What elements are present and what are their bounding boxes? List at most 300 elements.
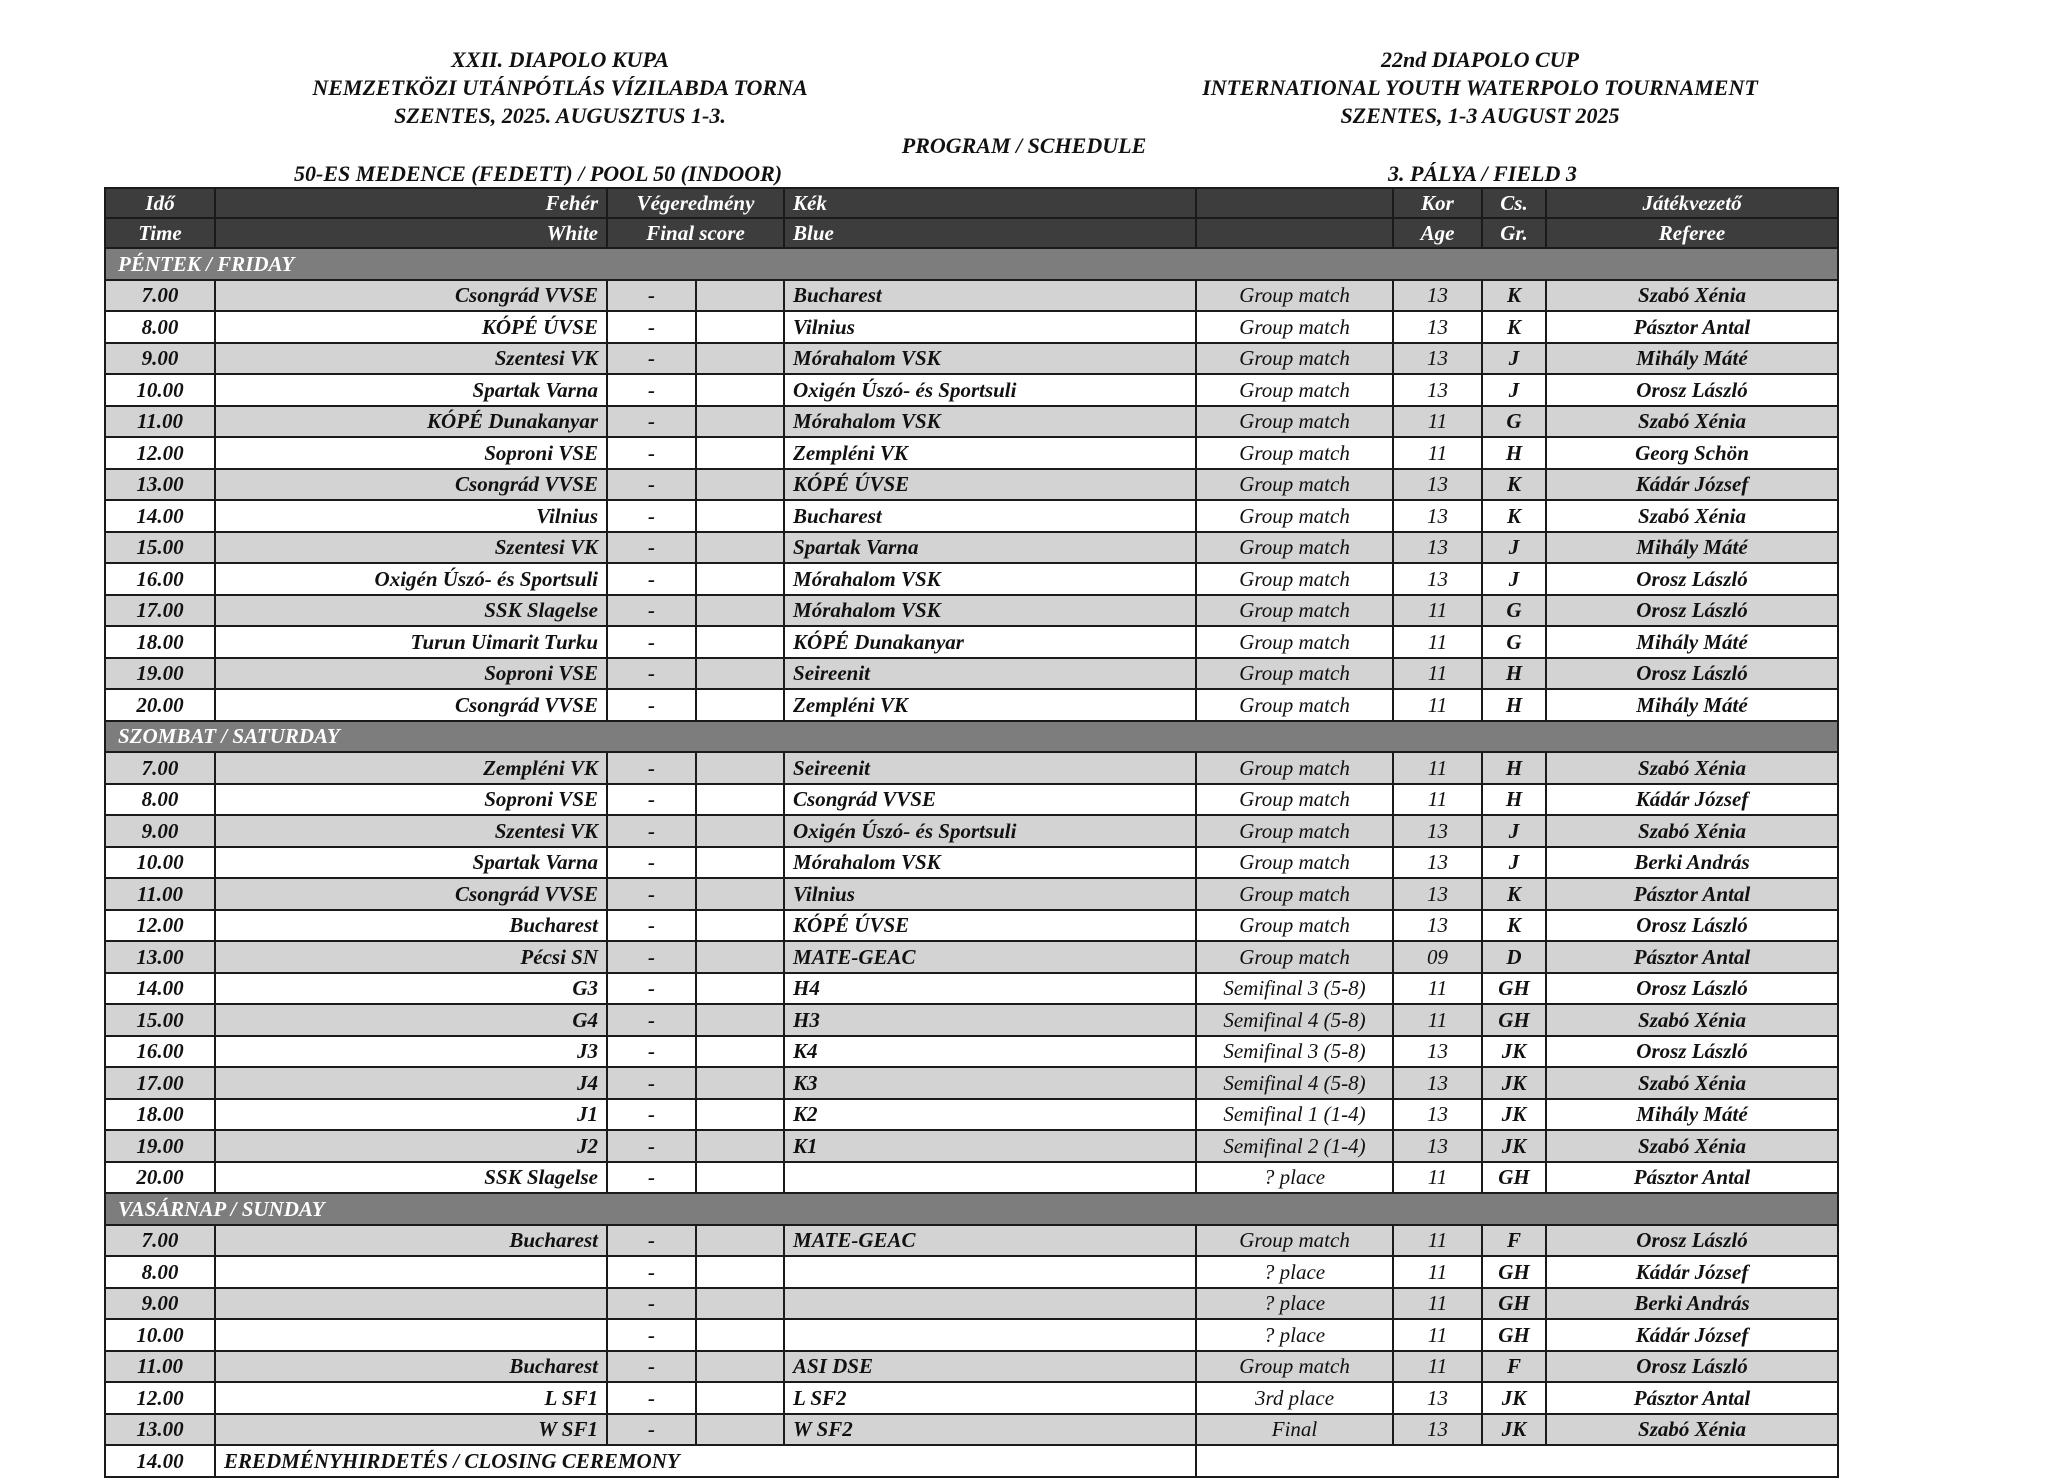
match-row: [105, 941, 1838, 973]
age-group: 13: [1393, 563, 1482, 595]
match-time: 9.00: [105, 343, 215, 375]
header-row-en: [105, 218, 1838, 248]
score-blank: [696, 1099, 784, 1131]
col-age-hu: Kor: [1393, 188, 1482, 218]
score-blank: [696, 1288, 784, 1320]
referee-name: Orosz László: [1546, 374, 1838, 406]
referee-name: Szabó Xénia: [1546, 406, 1838, 438]
group-code: JK: [1482, 1067, 1546, 1099]
match-time: 19.00: [105, 658, 215, 690]
score-blank: [696, 973, 784, 1005]
age-group: 09: [1393, 941, 1482, 973]
match-type: Group match: [1196, 437, 1393, 469]
score-blank: [696, 1351, 784, 1383]
group-code: F: [1482, 1351, 1546, 1383]
referee-name: Szabó Xénia: [1546, 280, 1838, 312]
score-blank: [696, 1162, 784, 1194]
white-team: Bucharest: [215, 1351, 607, 1383]
col-white-en: White: [215, 218, 607, 248]
blue-team: KÓPÉ ÚVSE: [784, 469, 1196, 501]
score-blank: [696, 689, 784, 721]
age-group: 11: [1393, 406, 1482, 438]
match-time: 8.00: [105, 311, 215, 343]
score-blank: [696, 941, 784, 973]
score-blank: [696, 500, 784, 532]
match-time: 12.00: [105, 437, 215, 469]
white-team: SSK Slagelse: [215, 595, 607, 627]
age-group: 11: [1393, 1004, 1482, 1036]
pool-label: 50-ES MEDENCE (FEDETT) / POOL 50 (INDOOR): [294, 161, 783, 186]
match-row: [105, 374, 1838, 406]
score-blank: [696, 1130, 784, 1162]
match-row: [105, 1162, 1838, 1194]
age-group: 11: [1393, 595, 1482, 627]
score-blank: [696, 815, 784, 847]
score-separator: -: [607, 941, 696, 973]
score-separator: -: [607, 658, 696, 690]
score-blank: [696, 910, 784, 942]
match-time: 19.00: [105, 1130, 215, 1162]
match-time: 16.00: [105, 563, 215, 595]
score-blank: [696, 311, 784, 343]
col-referee-en: Referee: [1546, 218, 1838, 248]
match-row: [105, 595, 1838, 627]
blue-team: Seireenit: [784, 658, 1196, 690]
group-code: JK: [1482, 1099, 1546, 1131]
referee-name: Szabó Xénia: [1546, 1004, 1838, 1036]
match-row: [105, 658, 1838, 690]
blue-team: Mórahalom VSK: [784, 563, 1196, 595]
match-row: [105, 532, 1838, 564]
match-type: Group match: [1196, 847, 1393, 879]
age-group: 13: [1393, 500, 1482, 532]
age-group: 13: [1393, 1067, 1482, 1099]
score-blank: [696, 1036, 784, 1068]
referee-name: Szabó Xénia: [1546, 1130, 1838, 1162]
match-row: [105, 343, 1838, 375]
match-row: [105, 1382, 1838, 1414]
match-type: Group match: [1196, 469, 1393, 501]
referee-name: Orosz László: [1546, 910, 1838, 942]
age-group: 13: [1393, 469, 1482, 501]
score-separator: -: [607, 973, 696, 1005]
match-type: Group match: [1196, 1351, 1393, 1383]
match-type: ? place: [1196, 1288, 1393, 1320]
match-time: 7.00: [105, 752, 215, 784]
score-separator: -: [607, 1351, 696, 1383]
white-team: Soproni VSE: [215, 784, 607, 816]
match-row: [105, 406, 1838, 438]
score-separator: -: [607, 1382, 696, 1414]
score-separator: -: [607, 784, 696, 816]
match-type: Group match: [1196, 1225, 1393, 1257]
match-time: 17.00: [105, 595, 215, 627]
age-group: 11: [1393, 752, 1482, 784]
score-separator: -: [607, 626, 696, 658]
blue-team: Oxigén Úszó- és Sportsuli: [784, 374, 1196, 406]
white-team: Szentesi VK: [215, 343, 607, 375]
group-code: F: [1482, 1225, 1546, 1257]
referee-name: Pásztor Antal: [1546, 311, 1838, 343]
score-separator: -: [607, 752, 696, 784]
referee-name: Georg Schön: [1546, 437, 1838, 469]
match-type: Semifinal 3 (5-8): [1196, 973, 1393, 1005]
group-code: GH: [1482, 1288, 1546, 1320]
referee-name: Pásztor Antal: [1546, 878, 1838, 910]
score-blank: [696, 1382, 784, 1414]
age-group: 11: [1393, 658, 1482, 690]
blue-team: [784, 1162, 1196, 1194]
white-team: Spartak Varna: [215, 374, 607, 406]
match-time: 7.00: [105, 1225, 215, 1257]
referee-name: Mihály Máté: [1546, 1099, 1838, 1131]
referee-name: Szabó Xénia: [1546, 752, 1838, 784]
group-code: K: [1482, 280, 1546, 312]
group-code: GH: [1482, 1004, 1546, 1036]
match-row: [105, 878, 1838, 910]
score-blank: [696, 406, 784, 438]
referee-name: Kádár József: [1546, 1319, 1838, 1351]
score-blank: [696, 343, 784, 375]
age-group: 11: [1393, 784, 1482, 816]
score-separator: -: [607, 1162, 696, 1194]
match-time: 7.00: [105, 280, 215, 312]
age-group: 11: [1393, 1288, 1482, 1320]
match-row: [105, 500, 1838, 532]
match-row: [105, 973, 1838, 1005]
score-blank: [696, 784, 784, 816]
white-team: J2: [215, 1130, 607, 1162]
match-type: Semifinal 4 (5-8): [1196, 1004, 1393, 1036]
referee-name: Szabó Xénia: [1546, 1414, 1838, 1446]
age-group: 11: [1393, 1162, 1482, 1194]
referee-name: Orosz László: [1546, 563, 1838, 595]
white-team: [215, 1319, 607, 1351]
blue-team: KÓPÉ ÚVSE: [784, 910, 1196, 942]
white-team: [215, 1256, 607, 1288]
referee-name: Kádár József: [1546, 469, 1838, 501]
score-separator: -: [607, 1067, 696, 1099]
white-team: Szentesi VK: [215, 815, 607, 847]
tournament-date-hu: SZENTES, 2025. AUGUSZTUS 1-3.: [394, 103, 726, 128]
white-team: Vilnius: [215, 500, 607, 532]
age-group: 13: [1393, 1036, 1482, 1068]
blue-team: H3: [784, 1004, 1196, 1036]
col-score-en: Final score: [607, 218, 784, 248]
group-code: GH: [1482, 1162, 1546, 1194]
group-code: H: [1482, 658, 1546, 690]
closing-row: [105, 1445, 1838, 1477]
match-time: 12.00: [105, 1382, 215, 1414]
age-group: 11: [1393, 1351, 1482, 1383]
score-blank: [696, 532, 784, 564]
tournament-subtitle-hu: NEMZETKÖZI UTÁNPÓTLÁS VÍZILABDA TORNA: [312, 75, 808, 100]
match-time: 20.00: [105, 689, 215, 721]
referee-name: Mihály Máté: [1546, 532, 1838, 564]
age-group: 13: [1393, 532, 1482, 564]
match-time: 9.00: [105, 815, 215, 847]
match-type: ? place: [1196, 1162, 1393, 1194]
group-code: K: [1482, 878, 1546, 910]
group-code: J: [1482, 532, 1546, 564]
match-row: [105, 1004, 1838, 1036]
blue-team: K3: [784, 1067, 1196, 1099]
referee-name: Pásztor Antal: [1546, 1382, 1838, 1414]
score-separator: -: [607, 469, 696, 501]
match-row: [105, 752, 1838, 784]
blue-team: Seireenit: [784, 752, 1196, 784]
program-title-text: PROGRAM / SCHEDULE: [901, 133, 1147, 158]
blue-team: Oxigén Úszó- és Sportsuli: [784, 815, 1196, 847]
day-header-row: [105, 1193, 1838, 1225]
white-team: Soproni VSE: [215, 437, 607, 469]
blue-team: Mórahalom VSK: [784, 595, 1196, 627]
white-team: L SF1: [215, 1382, 607, 1414]
referee-name: Mihály Máté: [1546, 343, 1838, 375]
age-group: 13: [1393, 343, 1482, 375]
score-blank: [696, 1414, 784, 1446]
age-group: 13: [1393, 311, 1482, 343]
group-code: J: [1482, 847, 1546, 879]
header-left: [240, 46, 880, 130]
col-age-en: Age: [1393, 218, 1482, 248]
score-separator: -: [607, 1036, 696, 1068]
blue-team: W SF2: [784, 1414, 1196, 1446]
blue-team: Vilnius: [784, 878, 1196, 910]
group-code: G: [1482, 626, 1546, 658]
closing-ceremony-label: EREDMÉNYHIRDETÉS / CLOSING CEREMONY: [215, 1445, 1196, 1477]
age-group: 11: [1393, 1225, 1482, 1257]
score-separator: -: [607, 1225, 696, 1257]
match-row: [105, 1414, 1838, 1446]
group-code: D: [1482, 941, 1546, 973]
match-row: [105, 1319, 1838, 1351]
match-type: Group match: [1196, 658, 1393, 690]
age-group: 11: [1393, 1256, 1482, 1288]
match-type: Group match: [1196, 878, 1393, 910]
blue-team: Spartak Varna: [784, 532, 1196, 564]
referee-name: Orosz László: [1546, 595, 1838, 627]
blue-team: H4: [784, 973, 1196, 1005]
blue-team: MATE-GEAC: [784, 941, 1196, 973]
score-blank: [696, 374, 784, 406]
match-time: 14.00: [105, 500, 215, 532]
match-type: Semifinal 3 (5-8): [1196, 1036, 1393, 1068]
match-row: [105, 1225, 1838, 1257]
score-separator: -: [607, 343, 696, 375]
score-blank: [696, 280, 784, 312]
header-right: [1160, 46, 1800, 130]
referee-name: Szabó Xénia: [1546, 500, 1838, 532]
white-team: Oxigén Úszó- és Sportsuli: [215, 563, 607, 595]
age-group: 11: [1393, 973, 1482, 1005]
blue-team: K4: [784, 1036, 1196, 1068]
match-time: 11.00: [105, 406, 215, 438]
match-row: [105, 784, 1838, 816]
score-separator: -: [607, 878, 696, 910]
blue-team: Mórahalom VSK: [784, 406, 1196, 438]
blue-team: [784, 1319, 1196, 1351]
group-code: JK: [1482, 1382, 1546, 1414]
referee-name: Mihály Máté: [1546, 689, 1838, 721]
match-row: [105, 1099, 1838, 1131]
group-code: G: [1482, 595, 1546, 627]
score-separator: -: [607, 1004, 696, 1036]
group-code: G: [1482, 406, 1546, 438]
col-type-hu: [1196, 188, 1393, 218]
group-code: GH: [1482, 1319, 1546, 1351]
match-time: 16.00: [105, 1036, 215, 1068]
match-time: 13.00: [105, 469, 215, 501]
col-blue-hu: Kék: [784, 188, 1196, 218]
match-type: Group match: [1196, 563, 1393, 595]
age-group: 11: [1393, 437, 1482, 469]
match-time: 10.00: [105, 847, 215, 879]
day-label: PÉNTEK / FRIDAY: [105, 248, 1838, 280]
age-group: 11: [1393, 626, 1482, 658]
score-separator: -: [607, 815, 696, 847]
match-row: [105, 689, 1838, 721]
col-type-en: [1196, 218, 1393, 248]
score-separator: -: [607, 563, 696, 595]
header-row-hu: [105, 188, 1838, 218]
score-blank: [696, 626, 784, 658]
white-team: Bucharest: [215, 910, 607, 942]
white-team: Pécsi SN: [215, 941, 607, 973]
match-row: [105, 815, 1838, 847]
col-blue-en: Blue: [784, 218, 1196, 248]
blue-team: Mórahalom VSK: [784, 343, 1196, 375]
match-type: Semifinal 2 (1-4): [1196, 1130, 1393, 1162]
referee-name: Szabó Xénia: [1546, 815, 1838, 847]
match-type: Group match: [1196, 784, 1393, 816]
match-row: [105, 1288, 1838, 1320]
match-time: 14.00: [105, 973, 215, 1005]
match-row: [105, 626, 1838, 658]
group-code: K: [1482, 311, 1546, 343]
group-code: H: [1482, 752, 1546, 784]
match-time: 8.00: [105, 784, 215, 816]
blue-team: [784, 1256, 1196, 1288]
col-score-hu: Végeredmény: [607, 188, 784, 218]
score-separator: -: [607, 847, 696, 879]
referee-name: Berki András: [1546, 847, 1838, 879]
white-team: Csongrád VVSE: [215, 878, 607, 910]
match-type: Group match: [1196, 532, 1393, 564]
match-row: [105, 1256, 1838, 1288]
score-blank: [696, 752, 784, 784]
match-row: [105, 311, 1838, 343]
score-separator: -: [607, 1256, 696, 1288]
match-time: 13.00: [105, 941, 215, 973]
white-team: J4: [215, 1067, 607, 1099]
score-separator: -: [607, 1319, 696, 1351]
day-label: VASÁRNAP / SUNDAY: [105, 1193, 1838, 1225]
blue-team: Csongrád VVSE: [784, 784, 1196, 816]
blue-team: Bucharest: [784, 280, 1196, 312]
white-team: [215, 1288, 607, 1320]
col-group-en: Gr.: [1482, 218, 1546, 248]
match-type: Group match: [1196, 500, 1393, 532]
blue-team: Vilnius: [784, 311, 1196, 343]
score-separator: -: [607, 1099, 696, 1131]
match-row: [105, 1036, 1838, 1068]
referee-name: Berki András: [1546, 1288, 1838, 1320]
match-time: 20.00: [105, 1162, 215, 1194]
referee-name: Orosz László: [1546, 1225, 1838, 1257]
group-code: H: [1482, 437, 1546, 469]
match-time: 9.00: [105, 1288, 215, 1320]
schedule-table: [104, 187, 1839, 1478]
referee-name: Pásztor Antal: [1546, 1162, 1838, 1194]
match-type: Group match: [1196, 343, 1393, 375]
score-blank: [696, 658, 784, 690]
score-separator: -: [607, 910, 696, 942]
white-team: Szentesi VK: [215, 532, 607, 564]
tournament-title-hu: XXII. DIAPOLO KUPA: [451, 47, 669, 72]
group-code: K: [1482, 910, 1546, 942]
match-type: Group match: [1196, 941, 1393, 973]
white-team: G4: [215, 1004, 607, 1036]
white-team: Csongrád VVSE: [215, 280, 607, 312]
match-type: Semifinal 4 (5-8): [1196, 1067, 1393, 1099]
blue-team: Zempléni VK: [784, 437, 1196, 469]
match-row: [105, 1067, 1838, 1099]
score-blank: [696, 1004, 784, 1036]
blue-team: K1: [784, 1130, 1196, 1162]
match-time: 15.00: [105, 532, 215, 564]
match-row: [105, 563, 1838, 595]
group-code: J: [1482, 563, 1546, 595]
white-team: Spartak Varna: [215, 847, 607, 879]
tournament-title-en: 22nd DIAPOLO CUP: [1380, 47, 1579, 72]
match-time: 15.00: [105, 1004, 215, 1036]
blue-team: K2: [784, 1099, 1196, 1131]
score-blank: [696, 1256, 784, 1288]
match-row: [105, 847, 1838, 879]
match-time: 13.00: [105, 1414, 215, 1446]
blue-team: Mórahalom VSK: [784, 847, 1196, 879]
blue-team: KÓPÉ Dunakanyar: [784, 626, 1196, 658]
match-type: Semifinal 1 (1-4): [1196, 1099, 1393, 1131]
program-title: [824, 132, 1224, 160]
blue-team: Zempléni VK: [784, 689, 1196, 721]
white-team: G3: [215, 973, 607, 1005]
score-separator: -: [607, 1288, 696, 1320]
match-type: Group match: [1196, 815, 1393, 847]
match-row: [105, 437, 1838, 469]
match-type: Group match: [1196, 910, 1393, 942]
group-code: JK: [1482, 1130, 1546, 1162]
age-group: 11: [1393, 1319, 1482, 1351]
col-group-hu: Cs.: [1482, 188, 1546, 218]
day-header-row: [105, 248, 1838, 280]
group-code: JK: [1482, 1414, 1546, 1446]
score-blank: [696, 563, 784, 595]
age-group: 13: [1393, 280, 1482, 312]
match-type: Group match: [1196, 406, 1393, 438]
age-group: 13: [1393, 1414, 1482, 1446]
white-team: SSK Slagelse: [215, 1162, 607, 1194]
blue-team: Bucharest: [784, 500, 1196, 532]
age-group: 11: [1393, 689, 1482, 721]
match-time: 18.00: [105, 1099, 215, 1131]
col-time-hu: Idő: [105, 188, 215, 218]
white-team: J3: [215, 1036, 607, 1068]
score-separator: -: [607, 532, 696, 564]
match-row: [105, 1130, 1838, 1162]
group-code: J: [1482, 343, 1546, 375]
